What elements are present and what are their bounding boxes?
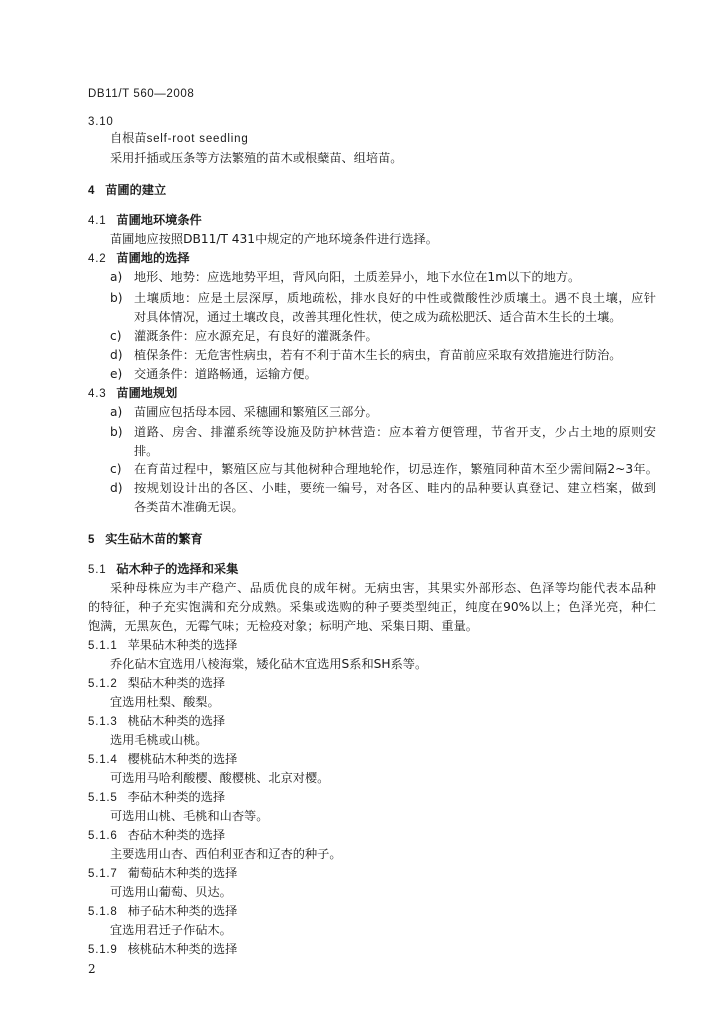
subsection-title: 柿子砧木种类的选择 — [127, 904, 238, 918]
subsection-number: 5.1.4 — [88, 754, 118, 766]
term-definition: 采用扦插或压条等方法繁殖的苗木或根蘖苗、组培苗。 — [110, 151, 403, 165]
list-item-label: d) — [110, 348, 123, 362]
subsection-body: 选用毛桃或山桃。 — [110, 733, 208, 747]
term-entry — [110, 130, 249, 147]
list-item-label: b) — [110, 291, 123, 305]
list-item-text: 植保条件：无危害性病虫，若有不利于苗木生长的病虫，育苗前应采取有效措施进行防治。 — [134, 348, 622, 362]
section-4-1-body: 苗圃地应按照DB11/T 431中规定的产地环境条件进行选择。 — [110, 232, 438, 246]
subsection-title: 葡萄砧木种类的选择 — [127, 866, 238, 880]
section-4-2-heading — [88, 250, 190, 267]
subsection-title: 樱桃砧木种类的选择 — [127, 752, 238, 766]
term-zh: 自根苗 — [110, 131, 147, 145]
subsection-heading — [88, 713, 225, 730]
section-4-number: 4 — [88, 185, 96, 197]
subsection-title: 李砧木种类的选择 — [127, 790, 226, 804]
list-item-text: 道路、房舍、排灌系统等设施及防护林营造：应本着方便管理，节省开支，少占土地的原则安 — [134, 425, 656, 439]
list-item-label: b) — [110, 425, 123, 439]
subsection-body: 可选用马哈利酸樱、酸樱桃、北京对樱。 — [110, 771, 330, 785]
subsection-number: 5.1.1 — [88, 640, 118, 652]
section-5-heading — [88, 531, 203, 548]
subsection-body: 宜选用杜梨、酸梨。 — [110, 695, 220, 709]
subsection-body: 可选用山葡萄、贝达。 — [110, 885, 232, 899]
list-item-label: d) — [110, 481, 123, 495]
section-4-1-heading — [88, 212, 202, 229]
subsection-title: 苹果砧木种类的选择 — [127, 638, 238, 652]
list-item-label: a) — [110, 270, 123, 284]
subsection-heading — [88, 827, 225, 844]
section-5-number: 5 — [88, 534, 96, 546]
subsection-heading — [88, 865, 237, 882]
document-header: DB11/T 560—2008 — [88, 88, 195, 100]
list-item-text: 土壤质地：应是土层深厚，质地疏松，排水良好的中性或微酸性沙质壤土。遇不良土壤，应针 — [134, 291, 656, 305]
section-4-3-title: 苗圃地规划 — [116, 386, 178, 400]
section-4-1-number: 4.1 — [88, 215, 107, 227]
list-item-text: 交通条件：道路畅通，运输方便。 — [134, 367, 317, 381]
subsection-body: 主要选用山杏、西伯利亚杏和辽杏的种子。 — [110, 847, 342, 861]
subsection-body: 乔化砧木宜选用八棱海棠，矮化砧木宜选用S系和SH系等。 — [110, 657, 428, 671]
subsection-number: 5.1.6 — [88, 830, 118, 842]
paragraph-line: 的特征，种子充实饱满和充分成熟。采集或选购的种子要类型纯正，纯度在90%以上；色泽光亮，种仁 — [88, 600, 656, 614]
list-item-text: 灌溉条件：应水源充足，有良好的灌溉条件。 — [134, 329, 378, 343]
list-item-text: 按规划设计出的各区、小畦，要统一编号，对各区、畦内的品种要认真登记、建立档案，做到 — [134, 481, 656, 495]
subsection-title: 桃砧木种类的选择 — [127, 714, 226, 728]
section-5-title: 实生砧木苗的繁育 — [105, 532, 203, 546]
list-item-continuation: 各类苗木准确无误。 — [134, 500, 244, 514]
subsection-title: 梨砧木种类的选择 — [127, 676, 226, 690]
list-item-text: 地形、地势：应选地势平坦，背风向阳，土质差异小，地下水位在1m以下的地方。 — [134, 270, 581, 284]
section-4-3-number: 4.3 — [88, 388, 107, 400]
subsection-heading — [88, 675, 225, 692]
section-4-2-title: 苗圃地的选择 — [116, 251, 190, 265]
list-item-text: 苗圃应包括母本园、采穗圃和繁殖区三部分。 — [134, 405, 378, 419]
list-item-label: c) — [110, 462, 122, 476]
section-4-title: 苗圃的建立 — [105, 183, 167, 197]
list-item-continuation: 对具体情况，通过土壤改良，改善其理化性状，使之成为疏松肥沃、适合苗木生长的土壤。 — [134, 310, 622, 324]
list-item-text: 在育苗过程中，繁殖区应与其他树种合理地轮作，切忌连作，繁殖同种苗木至少需间隔2~3年。 — [134, 462, 658, 476]
subsection-body: 可选用山桃、毛桃和山杏等。 — [110, 809, 269, 823]
section-5-1-title: 砧木种子的选择和采集 — [116, 562, 239, 576]
page-number: 2 — [88, 962, 96, 976]
subsection-title: 杏砧木种类的选择 — [127, 828, 226, 842]
list-item-continuation: 排。 — [134, 444, 159, 458]
subsection-heading — [88, 903, 237, 920]
subsection-title: 核桃砧木种类的选择 — [127, 942, 238, 956]
section-4-heading — [88, 182, 166, 199]
subsection-heading — [88, 751, 237, 768]
subsection-number: 5.1.3 — [88, 716, 118, 728]
term-en: self-root seedling — [146, 133, 249, 145]
subsection-number: 5.1.2 — [88, 678, 118, 690]
subsection-heading — [88, 637, 237, 654]
section-3-10-number: 3.10 — [88, 116, 114, 128]
subsection-number: 5.1.9 — [88, 944, 118, 956]
subsection-number: 5.1.7 — [88, 868, 118, 880]
paragraph-line: 采种母株应为丰产稳产、品质优良的成年树。无病虫害，其果实外部形态、色泽等均能代表本品种 — [110, 581, 656, 595]
section-5-1-number: 5.1 — [88, 564, 107, 576]
subsection-number: 5.1.8 — [88, 906, 118, 918]
section-4-3-heading — [88, 385, 177, 402]
list-item-label: c) — [110, 329, 122, 343]
section-5-1-heading — [88, 561, 238, 578]
paragraph-line: 饱满，无黑灰色，无霉气味；无检疫对象；标明产地、采集日期、重量。 — [88, 619, 478, 633]
subsection-heading — [88, 789, 225, 806]
section-4-2-number: 4.2 — [88, 253, 107, 265]
subsection-heading — [88, 941, 237, 958]
subsection-body: 宜选用君迁子作砧木。 — [110, 923, 232, 937]
subsection-number: 5.1.5 — [88, 792, 118, 804]
list-item-label: a) — [110, 405, 123, 419]
section-4-1-title: 苗圃地环境条件 — [116, 213, 202, 227]
list-item-label: e) — [110, 367, 123, 381]
